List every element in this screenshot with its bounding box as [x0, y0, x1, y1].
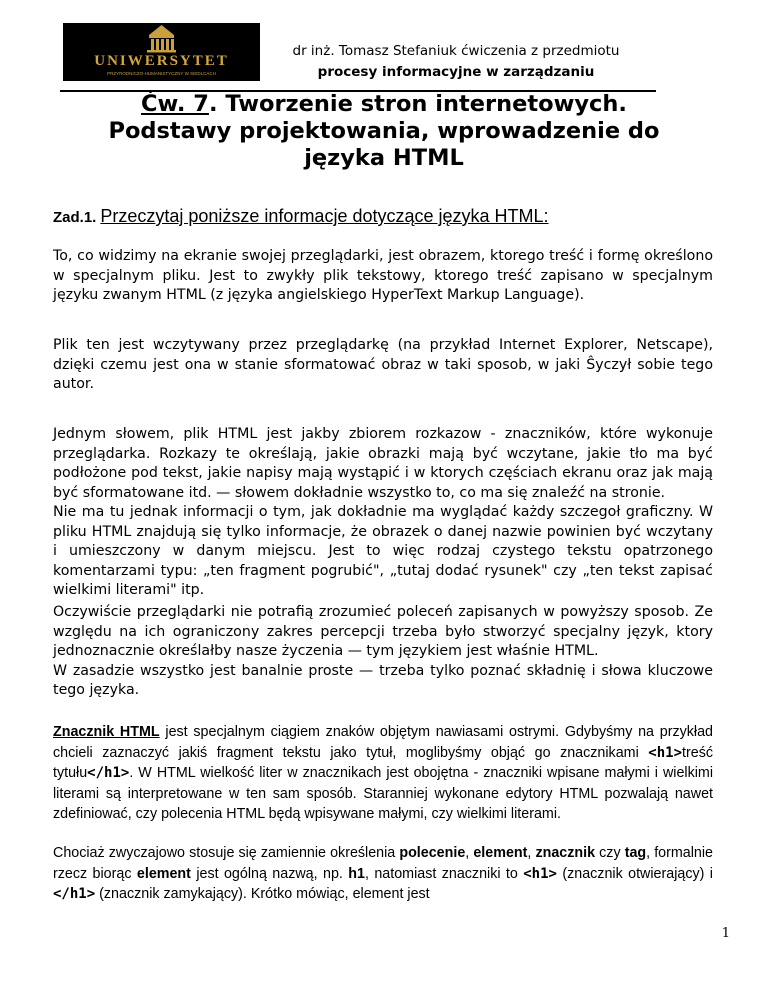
text-run: . W HTML wielkość liter w znacznikach jest obojętna - znaczniki wpisane małymi i wielkimi literami są interpretowane w ten sam sposób. Staranniej wykonane edytory HTML pozwalają nawet zdefiniować, czy polecenia HTML będą wpisywane małymi, czy wielkimi literami.: [53, 765, 713, 822]
header-author-line: dr inż. Tomasz Stefaniuk ćwiczenia z przedmiotu: [292, 43, 620, 59]
text-run: treść tytułu: [53, 744, 713, 781]
columns-icon: [63, 23, 260, 53]
text-run: (znacznik otwierający) i: [556, 865, 713, 882]
logo-subtext: PRZYRODNICZO-HUMANISTYCZNY W SIEDLCACH: [107, 71, 216, 76]
term-znacznik: znacznik: [535, 845, 596, 861]
term-tag: tag: [624, 845, 647, 861]
paragraph-6: [53, 843, 713, 905]
text-run: jest specjalnym ciągiem znaków objętym nawiasami ostrymi. Gdybyśmy na przykład chcieli zaznaczyć jakiś fragment tekstu jako tytuł, moglibyśmy objąć go znacznikami: [53, 724, 713, 761]
paragraph-2: Plik ten jest wczytywany przez przeglądarkę (na przykład Internet Explorer, Netscape), dzięki czemu jest ona w stanie sformatować obraz w taki sposob, w jaki Ŝyczył sobie tego autor.: [53, 337, 713, 392]
text-run: jest ogólną nazwą, np.: [190, 865, 349, 882]
term-element: element: [473, 845, 528, 861]
text-run: ,: [527, 845, 536, 861]
code-h1-close-2: </h1>: [53, 886, 96, 902]
paragraph-4a: Oczywiście przeglądarki nie potrafią zrozumieć poleceń zapisanych w powyższy sposob. Ze względu na ich ograniczony zakres percepcji trzeba było stworzyć specjalny język, ktory jednoznacznie określałby nasze życzenia — tym językiem jest właśnie HTML.: [53, 604, 713, 659]
page-title: [60, 91, 708, 172]
term-znacznik-html: Znacznik HTML: [53, 724, 160, 740]
term-element-2: element: [136, 865, 191, 882]
paragraph-5: [53, 722, 713, 825]
paragraph-3: [53, 425, 713, 601]
text-run: Chociaż zwyczajowo stosuje się zamiennie określenia: [53, 845, 400, 861]
university-logo: [63, 23, 260, 81]
paragraph-4b: W zasadzie wszystko jest banalnie proste — trzeba tylko poznać składnię i słowa kluczowe tego języka.: [53, 662, 713, 698]
page-header: [60, 22, 656, 92]
text-run: (znacznik zamykający). Krótko mówiąc, element jest: [95, 886, 430, 902]
text-run: czy: [595, 845, 625, 861]
term-polecenie: polecenie: [399, 845, 466, 861]
task-heading: [53, 206, 713, 227]
title-line1: . Tworzenie stron internetowych.: [208, 91, 627, 117]
paragraph-4: [53, 603, 713, 701]
logo-text: UNIWERSYTET: [94, 53, 229, 69]
title-exercise-number: Ćw. 7: [141, 91, 209, 117]
paragraph-1: To, co widzimy na ekranie swojej przeglądarki, jest obrazem, ktorego treść i formę określono w specjalnym pliku. Jest to zwykły plik tekstowy, ktorego treść zapisano w specjalnym języku zwanym HTML (z języka angielskiego HyperText Markup Language).: [53, 248, 713, 303]
title-line3: języka HTML: [304, 145, 464, 171]
text-run: ,: [465, 845, 474, 861]
code-h1-close: </h1>: [87, 765, 130, 781]
paragraph-3a: Jednym słowem, plik HTML jest jakby zbiorem rozkazow - znaczników, które wykonuje przeglądarka. Rozkazy te określają, jakie obrazki mają być wczytane, jakie tło ma być podłożone pod tekst, jakie napisy mają wystąpić i w ktorych częściach ekranu oraz jak mają być sformatowane itd. — słowem dokładnie wszystko to, co ma się znaleźć na stronie.: [53, 426, 713, 501]
page-number: 1: [721, 926, 730, 941]
header-course-line: procesy informacyjne w zarządzaniu: [317, 64, 595, 80]
code-h1-open-2: <h1>: [523, 865, 557, 882]
title-line2: Podstawy projektowania, wprowadzenie do: [108, 118, 660, 144]
text-run: , natomiast znaczniki to: [364, 865, 524, 882]
paragraph-3b: Nie ma tu jednak informacji o tym, jak dokładnie ma wyglądać każdy szczegoł graficzny. W pliku HTML znajdują się tylko informacje, że obrazek o danej nazwie powinien być wczytany i umieszczony w danym miejscu. Jest to więc rodzaj czystego tekstu opatrzonego komentarzami typu: „ten fragment pogrubić", „tutaj dodać rysunek" czy „ten tekst zapisać wielkimi literami" itp.: [53, 504, 713, 598]
text-run: , formalnie rzecz biorąc: [53, 845, 713, 882]
task-number: Zad.1.: [53, 209, 97, 226]
code-h1-open: <h1>: [648, 744, 683, 761]
task-text: Przeczytaj poniższe informacje dotyczące języka HTML:: [100, 206, 549, 226]
term-h1: h1: [348, 865, 365, 882]
